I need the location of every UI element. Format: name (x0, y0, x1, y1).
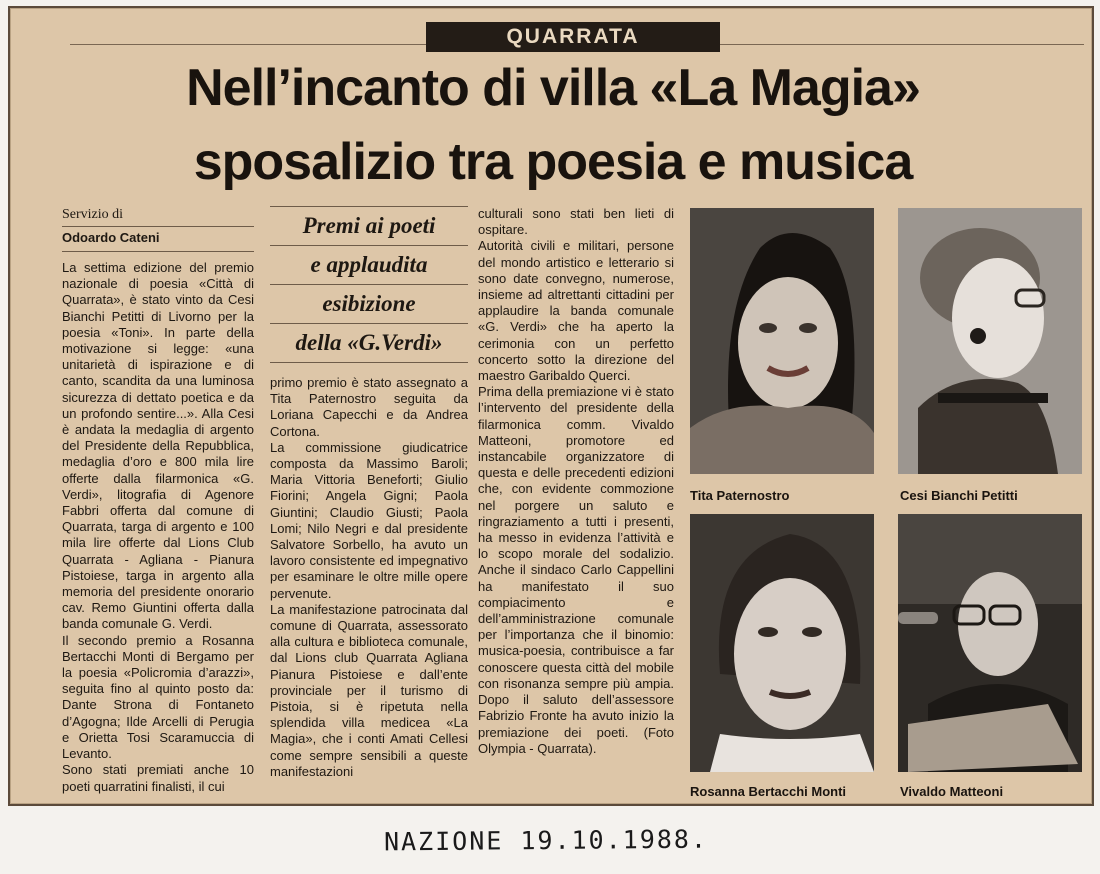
headline-line-1: Nell’incanto di villa «La Magia» (186, 59, 920, 117)
article-column-2 (270, 206, 468, 802)
portrait-photo-cesi-bianchi-petitti (898, 208, 1082, 474)
deck-line: e applaudita (270, 245, 468, 284)
portrait-illustration (898, 514, 1082, 772)
headline-line-2: sposalizio tra poesia e musica (193, 133, 913, 191)
photo-caption: Cesi Bianchi Petitti (900, 488, 1018, 503)
paragraph: Sono stati premiati anche 10 poeti quarratini finalisti, il cui (62, 762, 254, 794)
portrait-photo-tita-paternostro (690, 208, 874, 474)
deck-line: Premi ai poeti (270, 206, 468, 245)
article-column-1 (62, 206, 254, 802)
paragraph: La manifestazione patrocinata dal comune di Quarrata, assessorato alla cultura e biblioteca comunale, dal Lions club Quarrata Agliana Pianura Pistoiese e dall’ente provinciale per il turismo di Pistoia, si è ripetuta nella splendida villa medicea «La Magia», che i conti Amati Cellesi come sempre sensibili a queste manifestazioni (270, 601, 468, 779)
paragraph: La commissione giudicatrice composta da Massimo Baroli; Maria Vittoria Beneforti; Giulio Fiorini; Angela Gigni; Paola Giuntini; Claudio Giusti; Paola Lomi; Nilo Negri e dal presidente Salvatore Sorbello, ha avuto un lavoro consistente ed impegnativo per esaminare le oltre mille opere pervenute. (270, 439, 468, 601)
deck-line: esibizione (270, 284, 468, 323)
photo-caption: Tita Paternostro (690, 488, 790, 503)
paragraph: La settima edizione del premio nazionale di poesia «Città di Quarrata», è stato vinto da Cesi Bianchi Petitti di Livorno per la poesia «Toni». In parte della motivazione si legge: «una unitarietà di ispirazione e di canto, scandita da una luminosa sicurezza di dettato poetica e da un profondo sentire...». Alla Cesi è andata la medaglia di argento del Presidente della Repubblica, medaglia d’oro e 800 mila lire offerte dalla filarmonica «G. Verdi», litografia di Agenore Fabbri offerta dal comune di Quarrata, targa di argento e 100 mila lire offerte dal Lions Club Quarrata - Agliana - Pianura Pistoiese, targa in argento alla memoria del presidente onorario cav. Remo Giuntini offerta dalla banda comunale G. Verdi. (62, 260, 254, 632)
byline-prefix: Servizio di (62, 207, 124, 222)
paragraph: Autorità civili e militari, persone del mondo artistico e letterario si sono date convegno, numerose, insieme ad altrettanti cittadini per applaudire la banda comunale «G. Verdi» che ha aperto la cerimonia con un perfetto concerto sotto la direzione del maestro Garibaldo Querci. (478, 238, 674, 384)
paragraph: primo premio è stato assegnato a Tita Paternostro seguita da Loriana Capecchi e da Andrea Cortona. (270, 375, 468, 439)
deck-subheadline (270, 206, 468, 363)
portrait-photo-vivaldo-matteoni (898, 514, 1082, 772)
article-column-3 (478, 206, 674, 802)
newspaper-clipping (8, 6, 1094, 806)
paragraph: Prima della premiazione vi è stato l’intervento del presidente della filarmonica comm. Vivaldo Matteoni, promotore ed instancabile organizzatore di questa e delle precedenti edizioni che, con evidente commozione nel porgere un saluto e ringraziamento a tutti i presenti, ha messo in evidenza l’attività e lo scopo morale del sodalizio. Anche il sindaco Carlo Cappellini ha manifestato il suo compiacimento e dell’amministrazione comunale per l’importanza che il binomio: musica-poesia, contribuisce a far conoscere questa città del mobile con risonanza sempre più ampia. Dopo il saluto dell’assessore Fabrizio Fronte ha avuto inizio la premiazione dei poeti. (Foto Olympia - Quarrata). (478, 384, 674, 756)
portrait-photo-rosanna-bertacchi-monti (690, 514, 874, 772)
deck-line: della «G.Verdi» (270, 323, 468, 363)
paragraph: Il secondo premio a Rosanna Bertacchi Monti di Bergamo per la poesia «Policromia d’arazzi», seguita fino al quinto posto da: Dante Strona di Fontaneto d’Agogna; Ilde Arcelli di Perugia e Orietta Tosi Scaramuccia di Levanto. (62, 632, 254, 762)
handwritten-source-note: NAZIONE 19.10.1988. (383, 824, 709, 857)
portrait-illustration (690, 208, 874, 474)
photo-caption: Vivaldo Matteoni (900, 784, 1004, 799)
byline-author: Odoardo Cateni (62, 226, 254, 252)
portrait-illustration (690, 514, 874, 772)
paragraph: culturali sono stati ben lieti di ospitare. (478, 206, 674, 238)
portrait-illustration (898, 208, 1082, 474)
section-kicker: QUARRATA (426, 22, 720, 52)
photo-caption: Rosanna Bertacchi Monti (690, 784, 847, 799)
